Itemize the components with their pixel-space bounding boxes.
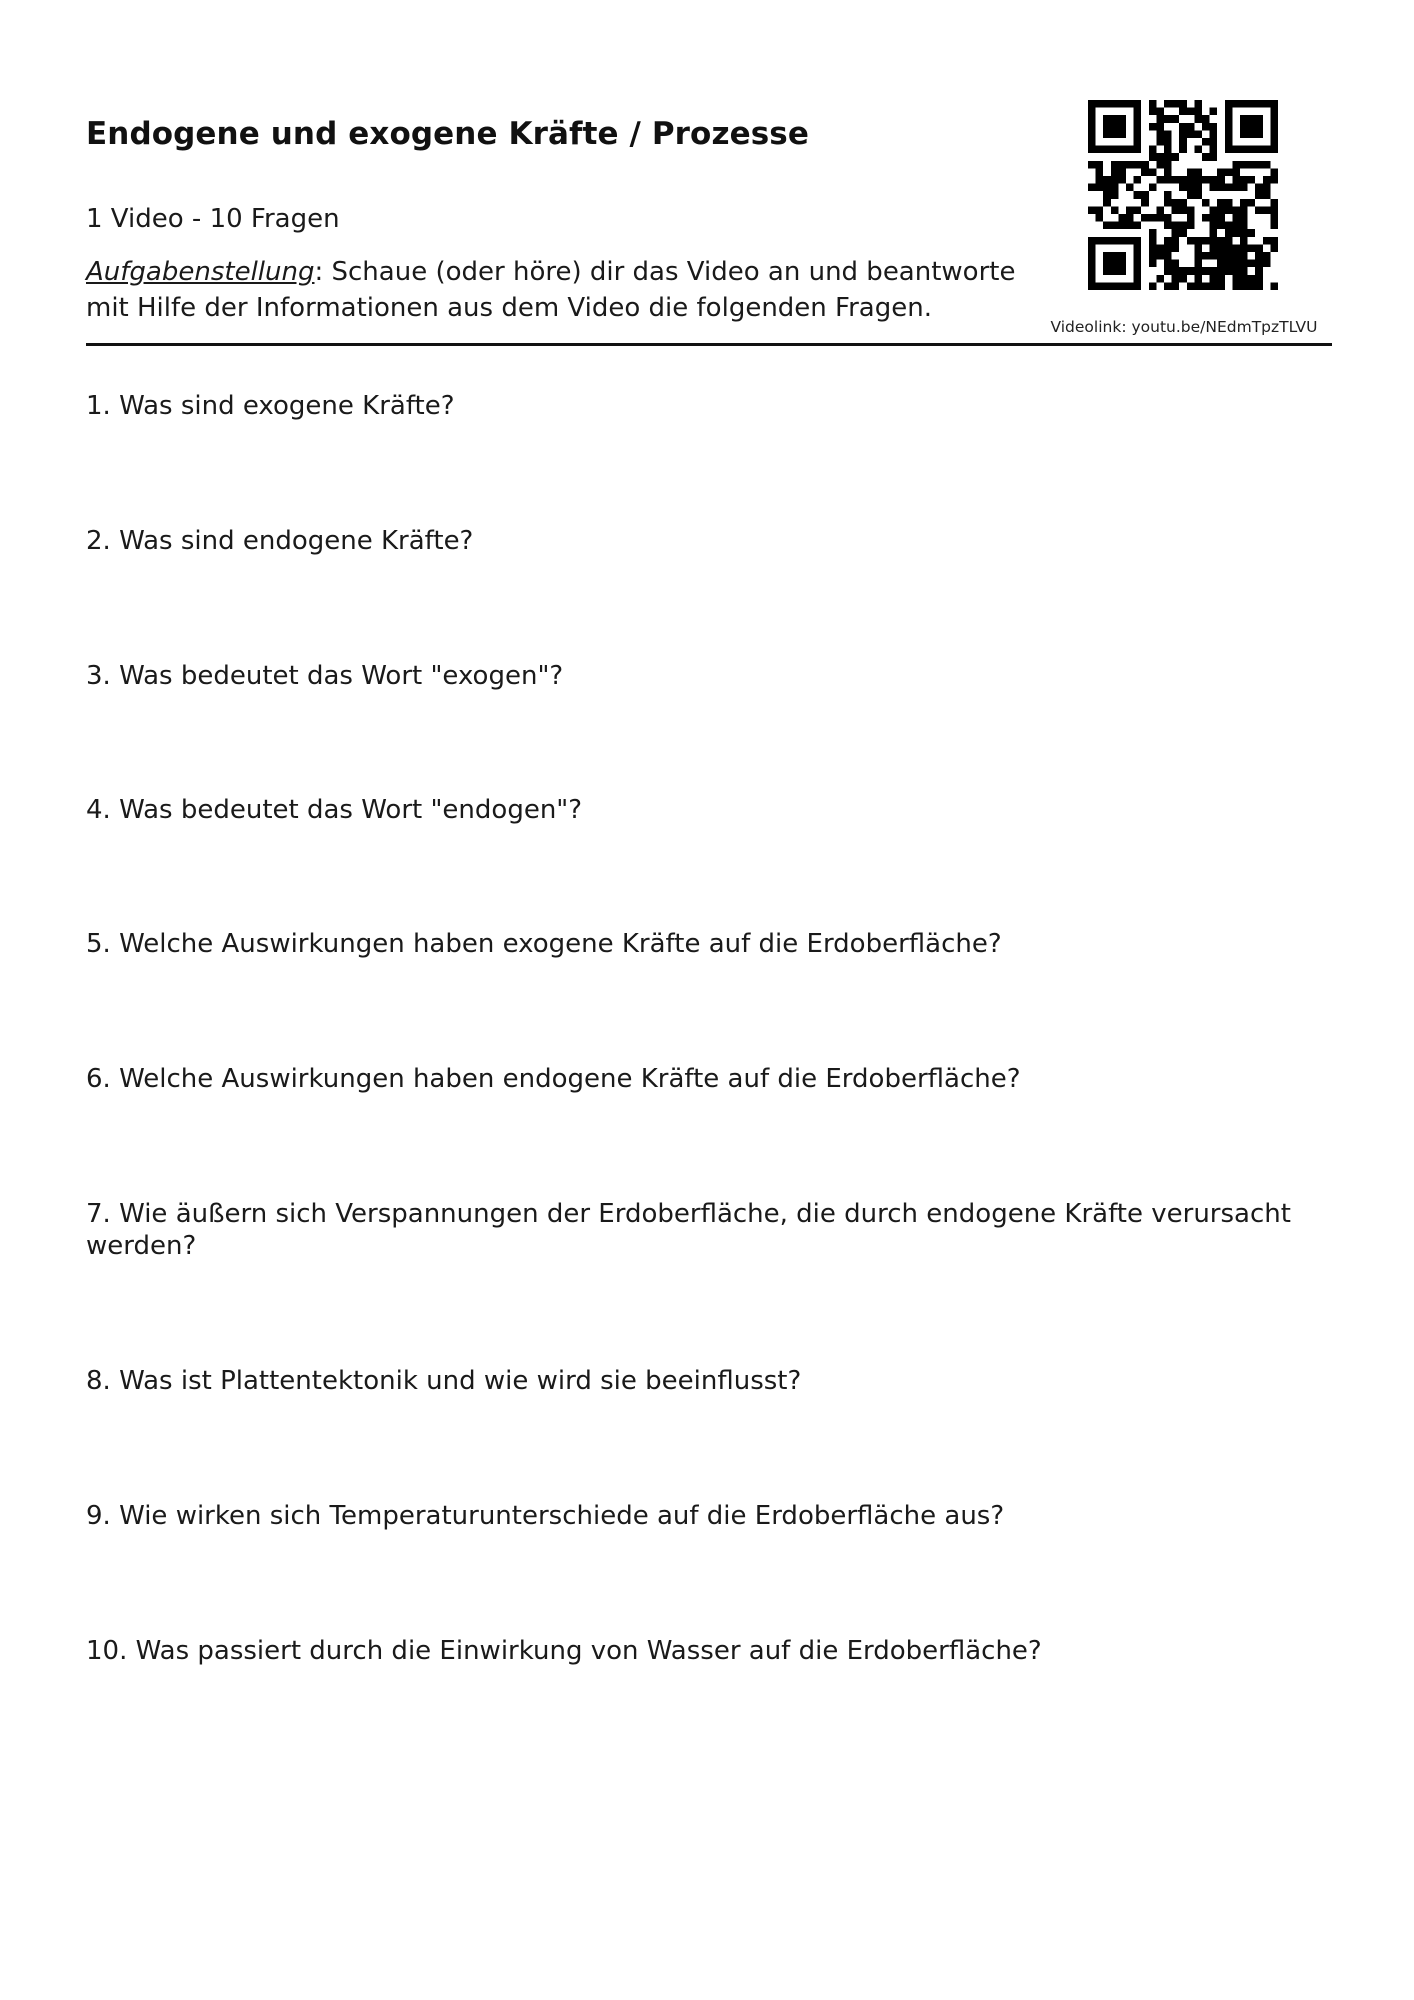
video-link[interactable]: Videolink: youtu.be/NEdmTpzTLVU xyxy=(1050,318,1318,336)
question-item: 1. Was sind exogene Kräfte? xyxy=(86,391,455,421)
instructions-text: : Schaue (oder höre) dir das Video an und beantworte mit Hilfe der Informationen aus dem Video die folgenden Fragen. xyxy=(86,257,1016,323)
question-item: 8. Was ist Plattentektonik und wie wird sie beeinflusst? xyxy=(86,1366,802,1396)
question-item: 4. Was bedeutet das Wort "endogen"? xyxy=(86,795,583,825)
question-item: 2. Was sind endogene Kräfte? xyxy=(86,526,474,556)
instructions-label: Aufgabenstellung xyxy=(86,257,315,287)
question-item: 7. Wie äußern sich Verspannungen der Erdoberfläche, die durch endogene Kräfte verursacht werden? xyxy=(86,1199,1291,1261)
worksheet-subtitle: 1 Video - 10 Fragen xyxy=(86,204,340,234)
question-item: 5. Welche Auswirkungen haben exogene Kräfte auf die Erdoberfläche? xyxy=(86,929,1002,959)
question-item: 6. Welche Auswirkungen haben endogene Kräfte auf die Erdoberfläche? xyxy=(86,1064,1021,1094)
question-item: 3. Was bedeutet das Wort "exogen"? xyxy=(86,661,564,691)
page-title: Endogene und exogene Kräfte / Prozesse xyxy=(86,116,809,152)
header-divider xyxy=(86,343,1332,346)
question-item: 9. Wie wirken sich Temperaturunterschiede auf die Erdoberfläche aus? xyxy=(86,1501,1005,1531)
task-instructions xyxy=(86,254,1046,326)
qr-code-icon xyxy=(1088,100,1278,290)
question-item: 10. Was passiert durch die Einwirkung von Wasser auf die Erdoberfläche? xyxy=(86,1636,1042,1666)
